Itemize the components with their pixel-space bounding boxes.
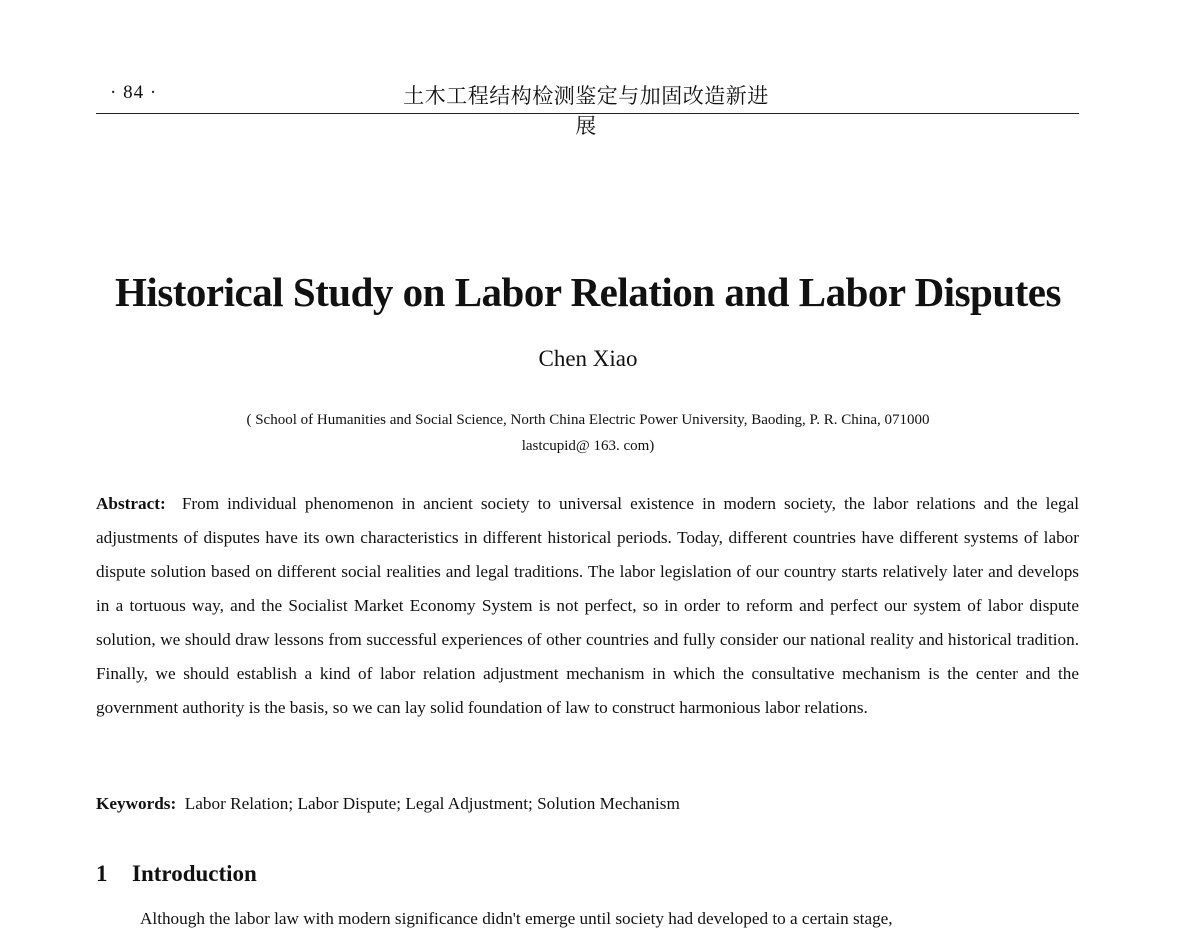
abstract-body: From individual phenomenon in ancient society to universal existence in modern society, the labor relations and the legal adjustments of disputes have its own characteristics in different historical periods. Today, different countries have different systems of labor dispute solution based on different social realities and legal traditions. The labor legislation of our country starts relatively later and develops in a tortuous way, and the Socialist Market Economy System is not perfect, so in order to reform and perfect our system of labor dispute solution, we should draw lessons from successful experiences of other countries and fully consider our national reality and historical tradition. Finally, we should establish a kind of labor relation adjustment mechanism in which the consultative mechanism is the center and the government authority is the basis, so we can lay solid foundation of law to construct harmonious labor relations. xyxy=(96,494,1079,717)
affiliation-email: lastcupid@ 163. com) xyxy=(521,438,655,454)
section-heading-introduction xyxy=(96,861,257,887)
keywords xyxy=(96,789,1079,819)
section-title: Introduction xyxy=(132,861,257,886)
keywords-list: Labor Relation; Labor Dispute; Legal Adjustment; Solution Mechanism xyxy=(184,794,680,813)
keywords-label: Keywords: xyxy=(96,794,177,813)
introduction-paragraph: Although the labor law with modern significance didn't emerge until society had developed to a certain stage, xyxy=(140,909,893,928)
section-number: 1 xyxy=(96,861,108,886)
affiliation-line-1: ( School of Humanities and Social Science, North China Electric Power University, Baoding, P. R. China, 071000 xyxy=(246,412,930,428)
author-name: Chen Xiao xyxy=(538,346,638,371)
paper-title: Historical Study on Labor Relation and Labor Disputes xyxy=(115,269,1061,315)
running-header xyxy=(96,78,1079,138)
header-divider xyxy=(96,113,1079,114)
author-affiliation xyxy=(0,407,1176,459)
abstract-label: Abstract: xyxy=(96,494,166,513)
abstract xyxy=(96,487,1079,725)
page-number: · 84 · xyxy=(110,82,158,103)
journal-title: 土木工程结构检测鉴定与加固改造新进展 xyxy=(403,84,769,138)
